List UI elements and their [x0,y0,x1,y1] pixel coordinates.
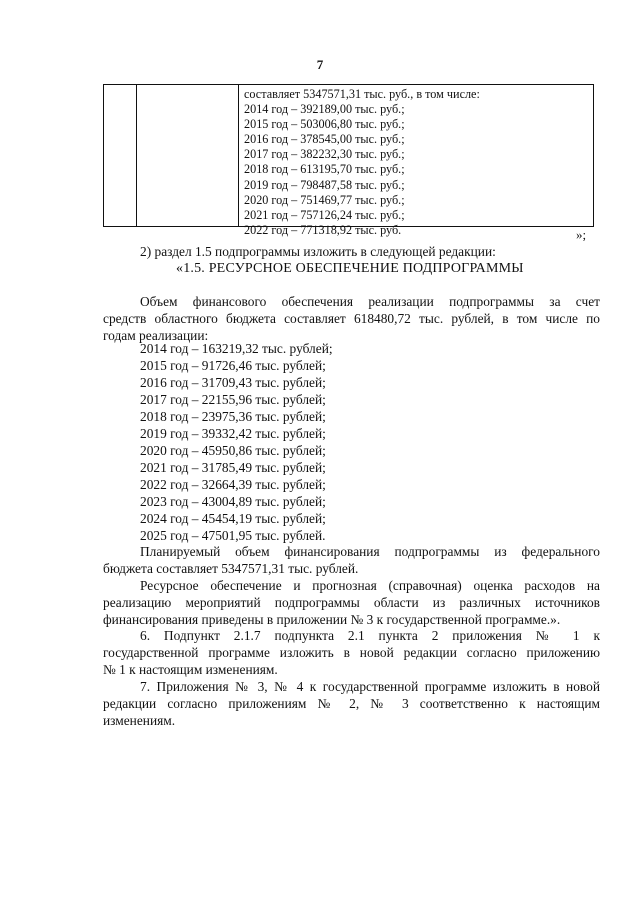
table-column-divider [238,85,239,226]
page-number: 7 [316,57,324,72]
table-row: 2016 год – 378545,00 тыс. руб.; [244,132,405,147]
funding-table [103,84,594,237]
list-item: 2025 год – 47501,95 тыс. рублей. [140,528,326,543]
paragraph-line: средств областного бюджета составляет 618480,72 тыс. рублей, в том числе по [103,311,600,326]
paragraph-federal [103,543,600,577]
list-item: 2016 год – 31709,43 тыс. рублей; [140,375,326,390]
paragraph-line: редакции согласно приложениям № 2, № 3 соответственно к настоящим [103,696,600,711]
paragraph-line: 6. Подпункт 2.1.7 подпункта 2.1 пункта 2 приложения № 1 к [140,628,600,643]
table-row: 2019 год – 798487,58 тыс. руб.; [244,177,405,192]
section-heading: «1.5. РЕСУРСНОЕ ОБЕСПЕЧЕНИЕ ПОДПРОГРАММЫ [176,261,524,276]
list-item: 2020 год – 45950,86 тыс. рублей; [140,443,326,458]
list-item: 2023 год – 43004,89 тыс. рублей; [140,494,326,509]
table-row: 2022 год – 771318,92 тыс. руб. [244,222,402,237]
paragraph-line: годам реализации: [103,328,209,343]
paragraph-line: № 1 к настоящим изменениям. [103,662,278,677]
paragraph-line: бюджета составляет 5347571,31 тыс. рублей. [103,561,359,576]
table-row: 2018 год – 613195,70 тыс. руб.; [244,162,405,177]
paragraph-financing [103,293,600,344]
table-row: 2020 год – 751469,77 тыс. руб.; [244,192,405,207]
table-intro: составляет 5347571,31 тыс. руб., в том числе: [244,87,480,101]
table-cell-text [244,87,589,238]
years-list [140,340,333,544]
table-row: 2015 год – 503006,80 тыс. руб.; [244,117,405,132]
item-2-text: 2) раздел 1.5 подпрограммы изложить в следующей редакции: [140,244,496,259]
table-row: 2017 год – 382232,30 тыс. руб.; [244,147,405,162]
paragraph-item-6 [103,627,600,678]
list-item: 2018 год – 23975,36 тыс. рублей; [140,409,326,424]
paragraph-line: 7. Приложения № 3, № 4 к государственной программе изложить в новой [140,679,600,694]
list-item: 2024 год – 45454,19 тыс. рублей; [140,511,326,526]
paragraph-line: реализацию мероприятий подпрограммы области из различных источников [103,595,600,610]
table-column-divider [136,85,137,226]
list-item: 2015 год – 91726,46 тыс. рублей; [140,358,326,373]
list-item: 2017 год – 22155,96 тыс. рублей; [140,392,326,407]
table-row: 2021 год – 757126,24 тыс. руб.; [244,207,405,222]
list-item: 2019 год – 39332,42 тыс. рублей; [140,426,326,441]
paragraph-item-7 [103,678,600,729]
paragraph-line: финансирования приведены в приложении № 3 к государственной программе.». [103,612,561,627]
list-item: 2021 год – 31785,49 тыс. рублей; [140,460,326,475]
paragraph-line: Ресурсное обеспечение и прогнозная (справочная) оценка расходов на [140,578,600,593]
closing-quote: »; [576,227,587,242]
paragraph-line: Планируемый объем финансирования подпрограммы из федерального [140,544,600,559]
paragraph-line: изменениям. [103,713,176,728]
list-item: 2022 год – 32664,39 тыс. рублей; [140,477,326,492]
list-item: 2014 год – 163219,32 тыс. рублей; [140,341,333,356]
paragraph-line: Объем финансового обеспечения реализации подпрограммы за счет [140,294,600,309]
paragraph-line: государственной программе изложить в новой редакции согласно приложению [103,645,600,660]
paragraph-resources [103,577,600,628]
table-row: 2014 год – 392189,00 тыс. руб.; [244,102,405,117]
